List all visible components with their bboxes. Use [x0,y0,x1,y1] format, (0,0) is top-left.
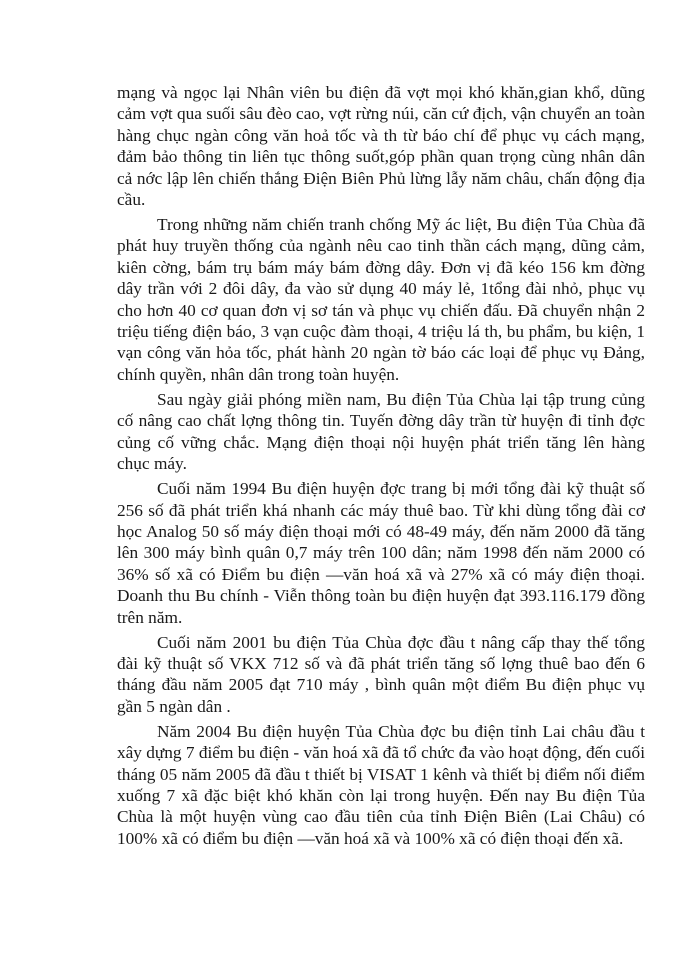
paragraph-post-liberation: Sau ngày giải phóng miền nam, Bu điện Tủa Chùa lại tập trung củng cố nâng cao chất lợng thông tin. Tuyến đờng dây trần từ huyện đi tỉnh đợc củng cố vững chắc. Mạng điện thoại nội huyện phát triển tăng lên hàng chục máy. [117,389,645,474]
paragraph-1994-digital-exchange: Cuối năm 1994 Bu điện huyện đợc trang bị mới tổng đài kỹ thuật số 256 số đã phát triển khá nhanh các máy thuê bao. Từ khi dùng tổng đài cơ học Analog 50 số máy điện thoại mới có 48-49 máy, đến năm 2000 đã tăng lên 300 máy bình quân 0,7 máy trên 100 dân; năm 1998 đến năm 2000 có 36% số xã có Điểm bu điện —văn hoá xã và 27% xã có máy điện thoại. Doanh thu Bu chính - Viễn thông toàn bu điện huyện đạt 393.116.179 đồng trên năm. [117,479,645,627]
paragraph-wartime-service: Trong những năm chiến tranh chống Mỹ ác liệt, Bu điện Tủa Chùa đã phát huy truyền thống của ngành nêu cao tinh thần cách mạng, dũng cảm, kiên cờng, bám trụ bám máy bám đờng dây. Đơn vị đã kéo 156 km đờng dây trần với 2 đôi dây, đa vào sử dụng 40 máy lẻ, 1tổng đài nhỏ, phục vụ cho hơn 40 cơ quan đơn vị sơ tán và phục vụ chiến đấu. Đã chuyển nhận 2 triệu tiếng điện báo, 3 vạn cuộc đàm thoại, 4 triệu lá th, bu phẩm, bu kiện, 1 vạn công văn hỏa tốc, phát hành 20 ngàn tờ báo các loại để phục vụ Đảng, chính quyền, nhân dân trong toàn huyện. [117,215,645,384]
paragraph-2004-cultural-points: Năm 2004 Bu điện huyện Tủa Chùa đợc bu điện tỉnh Lai châu đầu t xây dựng 7 điểm bu điện - văn hoá xã đã tổ chức đa vào hoạt động, đến cuối tháng 05 năm 2005 đã đầu t thiết bị VISAT 1 kênh và thiết bị điểm nối điểm xuống 7 xã đặc biệt khó khăn còn lại trong huyện. Đến nay Bu điện Tủa Chùa là một huyện vùng cao đầu tiên của tỉnh Điện Biên (Lai Châu) có 100% xã có điểm bu điện —văn hoá xã và 100% xã có điện thoại đến xã. [117,721,645,848]
paragraph-2001-upgrade: Cuối năm 2001 bu điện Tủa Chùa đợc đầu t nâng cấp thay thế tổng đài kỹ thuật số VKX 712 số và đã phát triển tăng số lợng thuê bao đến 6 tháng đầu năm 2005 đạt 710 máy , bình quân một điểm Bu điện phục vụ gần 5 ngàn dân . [117,632,645,716]
document-body [117,82,645,853]
paragraph-continuation: mạng và ngọc lại Nhân viên bu điện đã vợt mọi khó khăn,gian khổ, dũng cảm vợt qua suối sâu đèo cao, vợt rừng núi, căn cứ địch, vận chuyển an toàn hàng chục ngàn công văn hoả tốc và th từ báo chí để phục vụ cách mạng, đảm bảo thông tin liên tục thông suốt,góp phần quan trọng cùng nhân dân cả nớc lập lên chiến thắng Điện Biên Phủ lừng lẫy năm châu, chấn động địa cầu. [117,83,645,210]
